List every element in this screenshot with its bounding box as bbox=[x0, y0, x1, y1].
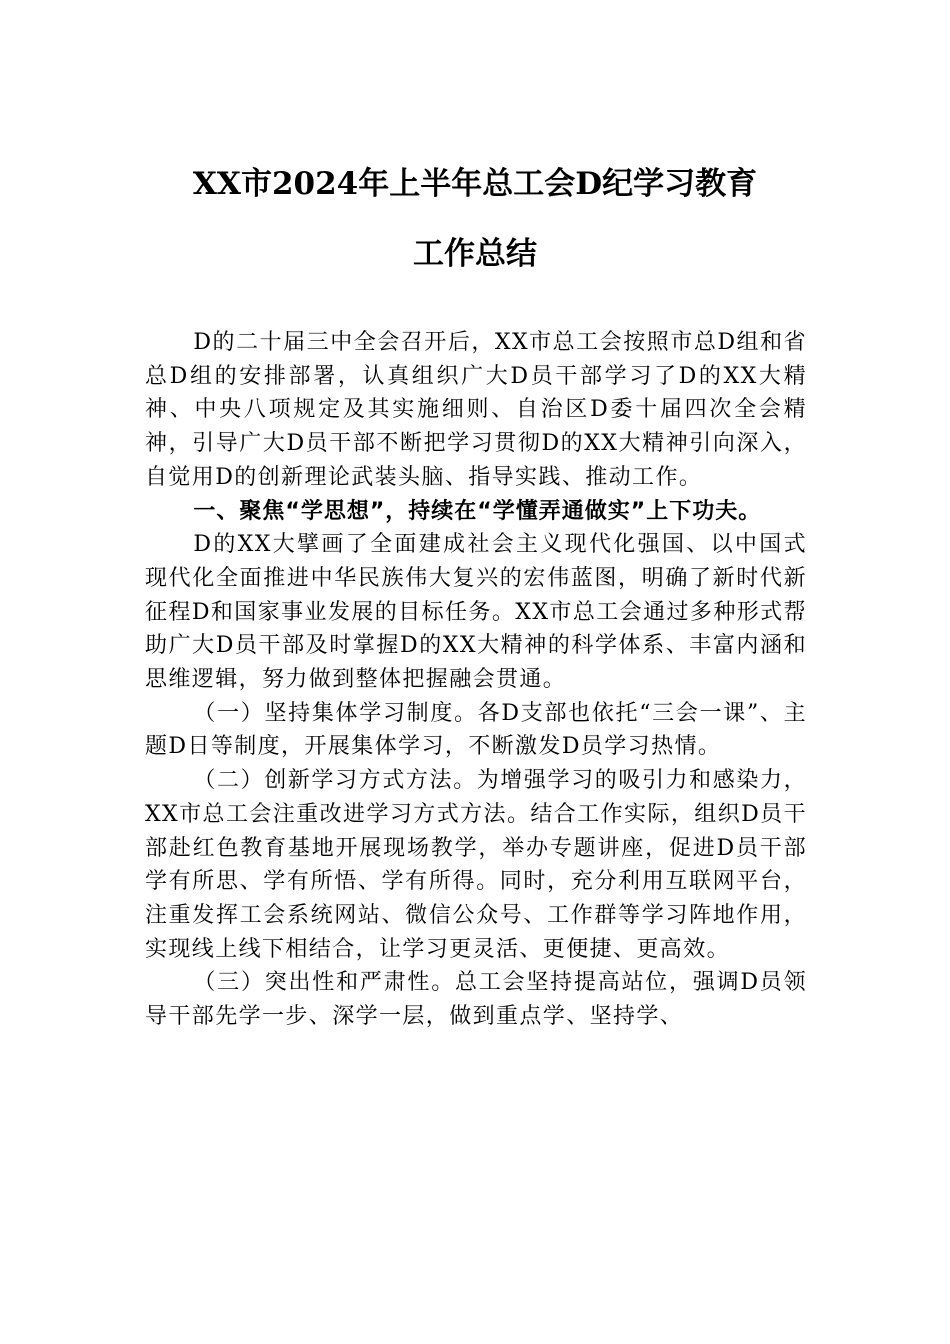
document-title-line-2: 工作总结 bbox=[413, 236, 537, 272]
subsection-3-paragraph: （三）突出性和严肃性。总工会坚持提高站位，强调D员领导干部先学一步、深学一层，做到重点学、坚持学、 bbox=[145, 970, 807, 1030]
document-title-line-1: XX市2024年上半年总工会D纪学习教育 bbox=[192, 166, 758, 202]
subsection-1-paragraph: （一）坚持集体学习制度。各D支部也依托“三会一课”、主题D日等制度，开展集体学习，不断激发D员学习热情。 bbox=[145, 700, 807, 760]
section-1-paragraph: D的XX大擘画了全面建成社会主义现代化强国、以中国式现代化全面推进中华民族伟大复兴的宏伟蓝图，明确了新时代新征程D和国家事业发展的目标任务。XX市总工会通过多种形式帮助广大D员干部及时掌握D的XX大精神的科学体系、丰富内涵和思维逻辑，努力做到整体把握融会贯通。 bbox=[145, 532, 807, 693]
document-body bbox=[145, 326, 807, 1034]
section-heading-1: 一、聚焦“学思想”，持续在“学懂弄通做实”上下功夫。 bbox=[193, 498, 762, 524]
subsection-2-paragraph: （二）创新学习方式方法。为增强学习的吸引力和感染力，XX市总工会注重改进学习方式方法。结合工作实际，组织D员干部赴红色教育基地开展现场教学，举办专题讲座，促进D员干部学有所思、学有所悟、学有所得。同时，充分利用互联网平台，注重发挥工会系统网站、微信公众号、工作群等学习阵地作用，实现线上线下相结合，让学习更灵活、更便捷、更高效。 bbox=[145, 768, 807, 962]
intro-paragraph: D的二十届三中全会召开后，XX市总工会按照市总D组和省总D组的安排部署，认真组织广大D员干部学习了D的XX大精神、中央八项规定及其实施细则、自治区D委十届四次全会精神，引导广大D员干部不断把学习贯彻D的XX大精神引向深入，自觉用D的创新理论武装头脑、指导实践、推动工作。 bbox=[145, 330, 807, 490]
